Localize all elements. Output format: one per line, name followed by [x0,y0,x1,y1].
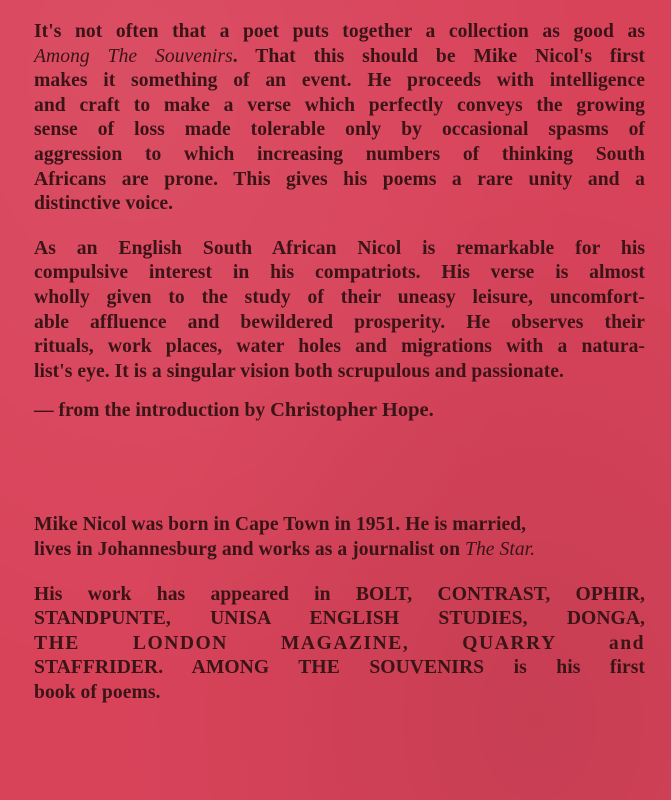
attribution-name: Christopher Hope. [270,399,434,422]
text-line: lives in Johannesburg and works as a journalist on The Star. [34,538,536,560]
text-line: sense of loss made tolerable only by occasional spasms of [34,119,645,141]
text-line: STAFFRIDER. AMONG THE SOUVENIRS is his first [34,657,645,679]
work-paragraph [34,583,645,706]
text-line: Among The Souvenirs. That this should be Mike Nicol's first [34,45,645,67]
attribution [34,398,645,423]
text-line: As an English South African Nicol is remarkable for his [34,237,645,259]
text-line: makes it something of an event. He proceeds with intelligence [34,70,645,92]
text-line: Africans are prone. This gives his poems a rare unity and a [34,168,645,190]
text-line: His work has appeared in BOLT, CONTRAST, OPHIR, [34,583,645,605]
bio-paragraph [34,513,645,562]
text-line: It's not often that a poet puts together a collection as good as [34,21,645,42]
text-line: rituals, work places, water holes and migrations with a natura- [34,336,645,358]
book-title-italic: Among The Souvenirs [34,45,233,67]
text-line: book of poems. [34,681,161,703]
text-line: distinctive voice. [34,193,174,215]
text-line: THE LONDON MAGAZINE, QUARRY and [34,632,645,654]
newspaper-title-italic: The Star. [465,538,536,560]
text-line: able affluence and bewildered prosperity. He observes their [34,311,645,333]
text-line: Mike Nicol was born in Cape Town in 1951. He is married, [34,514,527,536]
blurb-paragraph-1 [34,20,645,217]
text-line: STANDPUNTE, UNISA ENGLISH STUDIES, DONGA, [34,608,645,630]
blurb-paragraph-2 [34,237,645,385]
text-line: compulsive interest in his compatriots. His verse is almost [34,262,645,284]
attribution-prefix: — from the introduction by [34,400,266,422]
text-line: list's eye. It is a singular vision both scrupulous and passionate. [34,360,564,382]
text-line: aggression to which increasing numbers of thinking South [34,143,645,165]
text-line: and craft to make a verse which perfectly conveys the growing [34,94,645,116]
text-line: wholly given to the study of their uneasy leisure, uncomfort- [34,286,645,308]
